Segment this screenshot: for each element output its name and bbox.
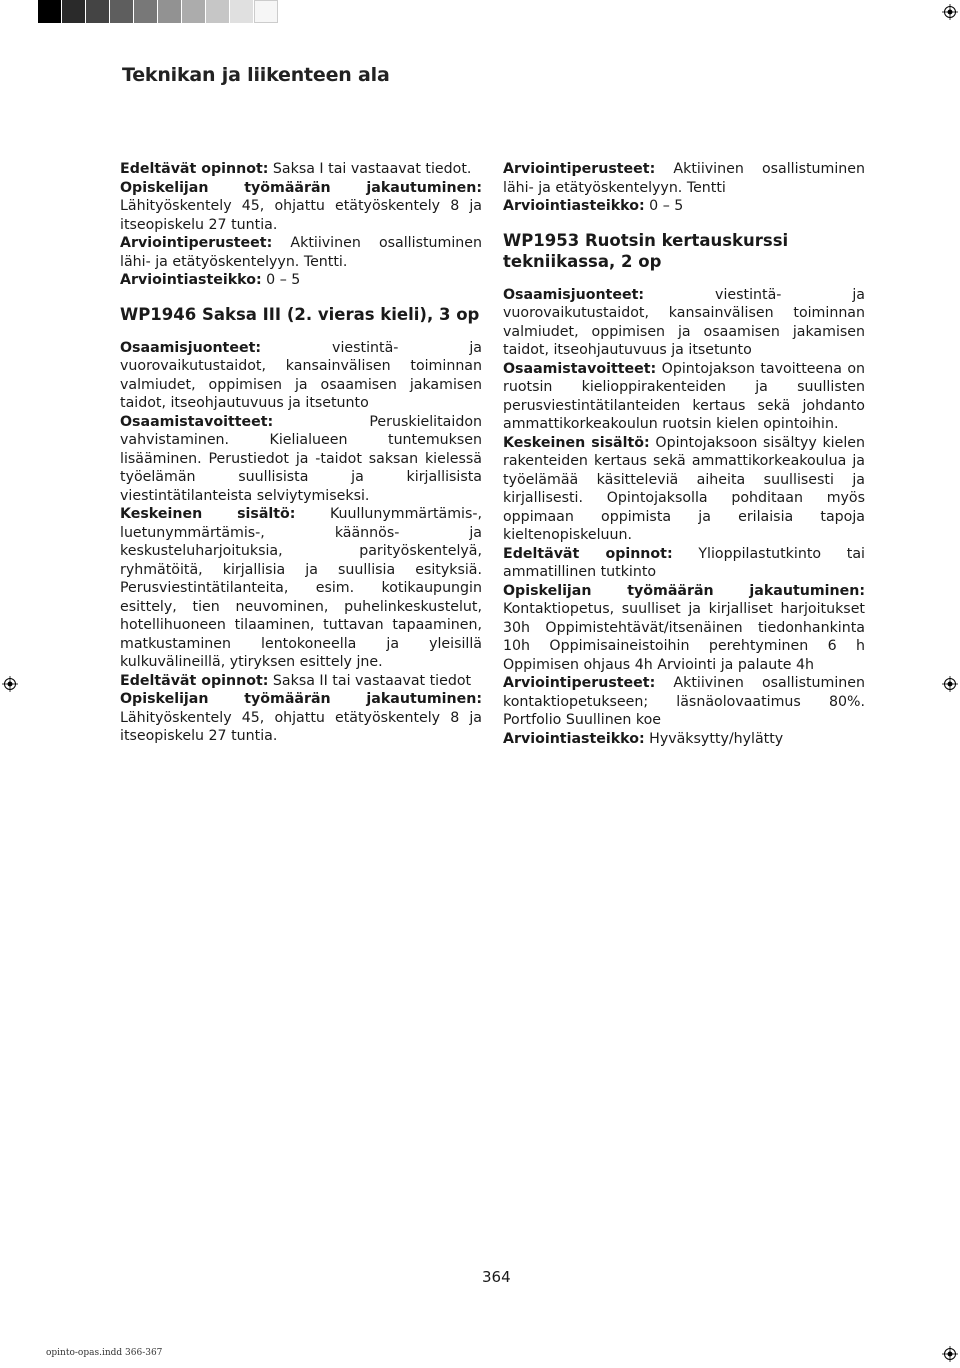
paragraph — [503, 160, 865, 197]
field-label: Arviointiperusteet: — [503, 161, 656, 177]
color-swatch — [230, 0, 254, 23]
field-text: viestintä- ja vuorovaikutustaidot, kansainvälisen toiminnan valmiudet, oppimisen ja osaamisen jakamisen taidot, itseohjautuvuus ja itsetunto — [503, 286, 865, 358]
paragraph — [120, 179, 482, 235]
color-swatch — [182, 0, 206, 23]
paragraph — [120, 505, 482, 672]
field-label: Arviointiasteikko: — [503, 730, 645, 747]
field-text: Aktiivinen osallistuminen lähi- ja etätyöskentelyyn. Tentti. — [120, 235, 482, 270]
field-label: Arviointiasteikko: — [120, 272, 262, 288]
field-label: Arviointiasteikko: — [503, 198, 645, 214]
field-text: Lähityöskentely 45, ohjattu etätyöskentely 8 ja itseopiskelu 27 tuntia. — [120, 709, 482, 744]
paragraph — [503, 545, 865, 582]
field-text: Ylioppilastutkinto tai ammatillinen tutkinto — [503, 545, 866, 580]
paragraph — [120, 413, 482, 506]
registration-mark-icon — [942, 4, 958, 20]
left-column — [120, 160, 482, 746]
paragraph — [503, 286, 865, 360]
field-label: Arviointiperusteet: — [503, 675, 656, 691]
field-text: Peruskielitaidon vahvistaminen. Kielialueen tuntemuksen lisääminen. Perustiedot ja -taidot saksan kielessä työelämän suullisista ja kirjallisista viestintätilanteista selviytymiseksi. — [120, 413, 482, 504]
field-label: Opiskelijan työmäärän jakautuminen: — [120, 179, 482, 196]
paragraph — [120, 160, 482, 179]
paragraph — [503, 197, 865, 216]
field-label: Opiskelijan työmäärän jakautuminen: — [120, 691, 482, 707]
field-label: Keskeinen sisältö: — [120, 506, 296, 522]
registration-mark-icon — [942, 676, 958, 692]
field-text: Aktiivinen osallistuminen kontaktiopetukseen; läsnäolovaatimus 80%. Portfolio Suullinen koe — [503, 675, 865, 728]
field-text: viestintä- ja vuorovaikutustaidot, kansainvälisen toiminnan valmiudet, oppimisen ja osaamisen jakamisen taidot, itseohjautuvuus ja itsetunto — [120, 339, 482, 411]
color-swatch — [254, 0, 278, 23]
field-text: 0 – 5 — [649, 198, 684, 214]
field-label: Osaamistavoitteet: — [120, 413, 274, 430]
field-label: Edeltävät opinnot: — [120, 672, 269, 689]
paragraph — [120, 690, 482, 746]
paragraph — [503, 360, 865, 434]
registration-mark-icon — [2, 676, 18, 692]
paragraph — [503, 730, 865, 749]
field-text: Lähityöskentely 45, ohjattu etätyöskentely 8 ja itseopiskelu 27 tuntia. — [120, 198, 482, 233]
paragraph — [120, 234, 482, 271]
color-swatch — [86, 0, 110, 23]
paragraph — [120, 672, 482, 691]
color-swatch — [110, 0, 134, 23]
field-label: Edeltävät opinnot: — [120, 161, 269, 177]
field-label: Arviointiperusteet: — [120, 235, 273, 251]
paragraph — [503, 434, 865, 545]
field-text: Opintojakson tavoitteena on ruotsin kielioppirakenteiden ja suullisten perusviestintätilanteiden kertaus sekä johdanto ammattikorkeakoulun ruotsin kielen opintoihin. — [503, 360, 866, 432]
color-swatch — [206, 0, 230, 23]
course-heading: WP1946 Saksa III (2. vieras kieli), 3 op — [120, 304, 480, 324]
field-text: Hyväksytty/hylätty — [649, 730, 784, 747]
paragraph — [120, 271, 482, 290]
field-text: Saksa II tai vastaavat tiedot — [272, 672, 472, 689]
field-label: Osaamisjuonteet: — [120, 339, 262, 356]
color-swatch — [38, 0, 62, 23]
field-label: Osaamistavoitteet: — [503, 360, 657, 377]
color-swatch — [62, 0, 86, 23]
paragraph — [503, 674, 865, 730]
field-label: Osaamisjuonteet: — [503, 286, 645, 303]
course-heading: WP1953 Ruotsin kertauskurssi tekniikassa, 2 op — [503, 230, 789, 271]
print-color-bar — [38, 0, 278, 23]
registration-mark-icon — [942, 1346, 958, 1362]
paragraph — [503, 582, 865, 675]
field-label: Keskeinen sisältö: — [503, 434, 650, 451]
field-text: Aktiivinen osallistuminen lähi- ja etätyöskentelyyn. Tentti — [503, 161, 865, 196]
print-footer: opinto-opas.indd 366-367 — [46, 1348, 163, 1358]
field-text: Opintojaksoon sisältyy kielen rakenteiden kertaus sekä ammattikorkeakoulua ja työelämää käsitteleviä aiheita suullisesti ja kirjallisesti. Opintojaksolla pohditaan myös oppimaan oppimista ja erilaisia tapoja kieltenopiskeluun. — [503, 434, 866, 543]
field-text: Saksa I tai vastaavat tiedot. — [272, 161, 472, 177]
field-label: Edeltävät opinnot: — [503, 545, 673, 562]
color-swatch — [158, 0, 182, 23]
field-text: 0 – 5 — [266, 272, 301, 288]
field-text: Kuullunymmärtämis-, luetunymmärtämis-, käännös- ja keskusteluharjoituksia, parityöskentelyä, ryhmätöitä, kirjallisia ja suullisia esityksiä. Perusviestintätilanteita, esim. kotikaupungin esittely, tien neuvominen, puhelinkeskustelut, hotellihuoneen tilaaminen, tuttavan tapaaminen, matkustaminen lentokoneella ja yleisillä kulkuvälineillä, ytiryksen esittely jne. — [120, 506, 482, 670]
paragraph — [120, 339, 482, 413]
field-label: Opiskelijan työmäärän jakautuminen: — [503, 582, 865, 599]
color-swatch — [134, 0, 158, 23]
page-number: 364 — [482, 1268, 511, 1286]
section-title: Teknikan ja liikenteen ala — [122, 64, 390, 86]
right-column — [503, 160, 865, 748]
field-text: Kontaktiopetus, suulliset ja kirjalliset harjoitukset 30h Oppimistehtävät/itsenäinen tiedonhankinta 10h Oppimisaineistoihin perehtyminen 6 h Oppimisen ohjaus 4h Arviointi ja palaute 4h — [503, 601, 865, 673]
